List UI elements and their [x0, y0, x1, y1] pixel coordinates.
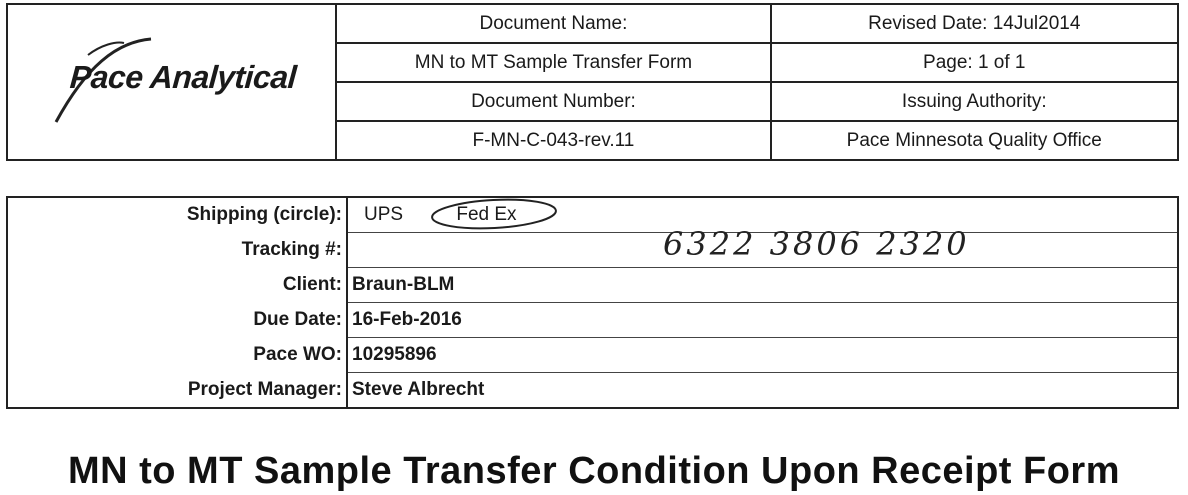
- client-value: Braun-BLM: [352, 274, 455, 295]
- document-number-value: F-MN-C-043-rev.11: [336, 121, 770, 160]
- document-name-label: Document Name:: [336, 4, 770, 43]
- logo-cell: [7, 4, 336, 160]
- circle-mark-icon: [426, 194, 566, 234]
- client-label: Client:: [7, 268, 347, 303]
- shipping-option-ups[interactable]: UPS: [364, 204, 404, 225]
- shipping-info-table: [6, 196, 1179, 409]
- due-date-row: [7, 303, 1178, 338]
- pace-wo-label: Pace WO:: [7, 338, 347, 373]
- due-date-label: Due Date:: [7, 303, 347, 338]
- tracking-field[interactable]: [347, 225, 1178, 268]
- client-row: [7, 268, 1178, 303]
- pace-wo-value: 10295896: [352, 344, 437, 365]
- document-number-label: Document Number:: [336, 82, 770, 121]
- issuing-authority-label: Issuing Authority:: [771, 82, 1178, 121]
- due-date-value: 16-Feb-2016: [352, 309, 462, 330]
- document-header-table: [6, 3, 1179, 161]
- shipping-row: [7, 197, 1178, 233]
- pace-wo-row: [7, 338, 1178, 373]
- project-manager-label: Project Manager:: [7, 373, 347, 409]
- tracking-row: [7, 233, 1178, 268]
- tracking-label: Tracking #:: [7, 233, 347, 268]
- project-manager-row: [7, 373, 1178, 409]
- due-date-field[interactable]: [347, 303, 1178, 338]
- revised-date: Revised Date: 14Jul2014: [771, 4, 1178, 43]
- shipping-option-fedex-label: Fed Ex: [456, 204, 517, 225]
- project-manager-value: Steve Albrecht: [352, 379, 485, 400]
- shipping-option-fedex[interactable]: [456, 204, 516, 225]
- document-name-value: MN to MT Sample Transfer Form: [336, 43, 770, 82]
- form-title: MN to MT Sample Transfer Condition Upon Receipt Form: [67, 450, 1121, 492]
- pace-wo-field[interactable]: [347, 338, 1178, 373]
- client-field[interactable]: [347, 268, 1178, 303]
- issuing-authority-value: Pace Minnesota Quality Office: [771, 121, 1178, 160]
- tracking-value: 6322 3806 2320: [663, 225, 970, 263]
- page-number: Page: 1 of 1: [771, 43, 1178, 82]
- logo-text: Pace Analytical: [68, 59, 298, 95]
- shipping-label: Shipping (circle):: [7, 197, 347, 233]
- project-manager-field[interactable]: [347, 373, 1178, 409]
